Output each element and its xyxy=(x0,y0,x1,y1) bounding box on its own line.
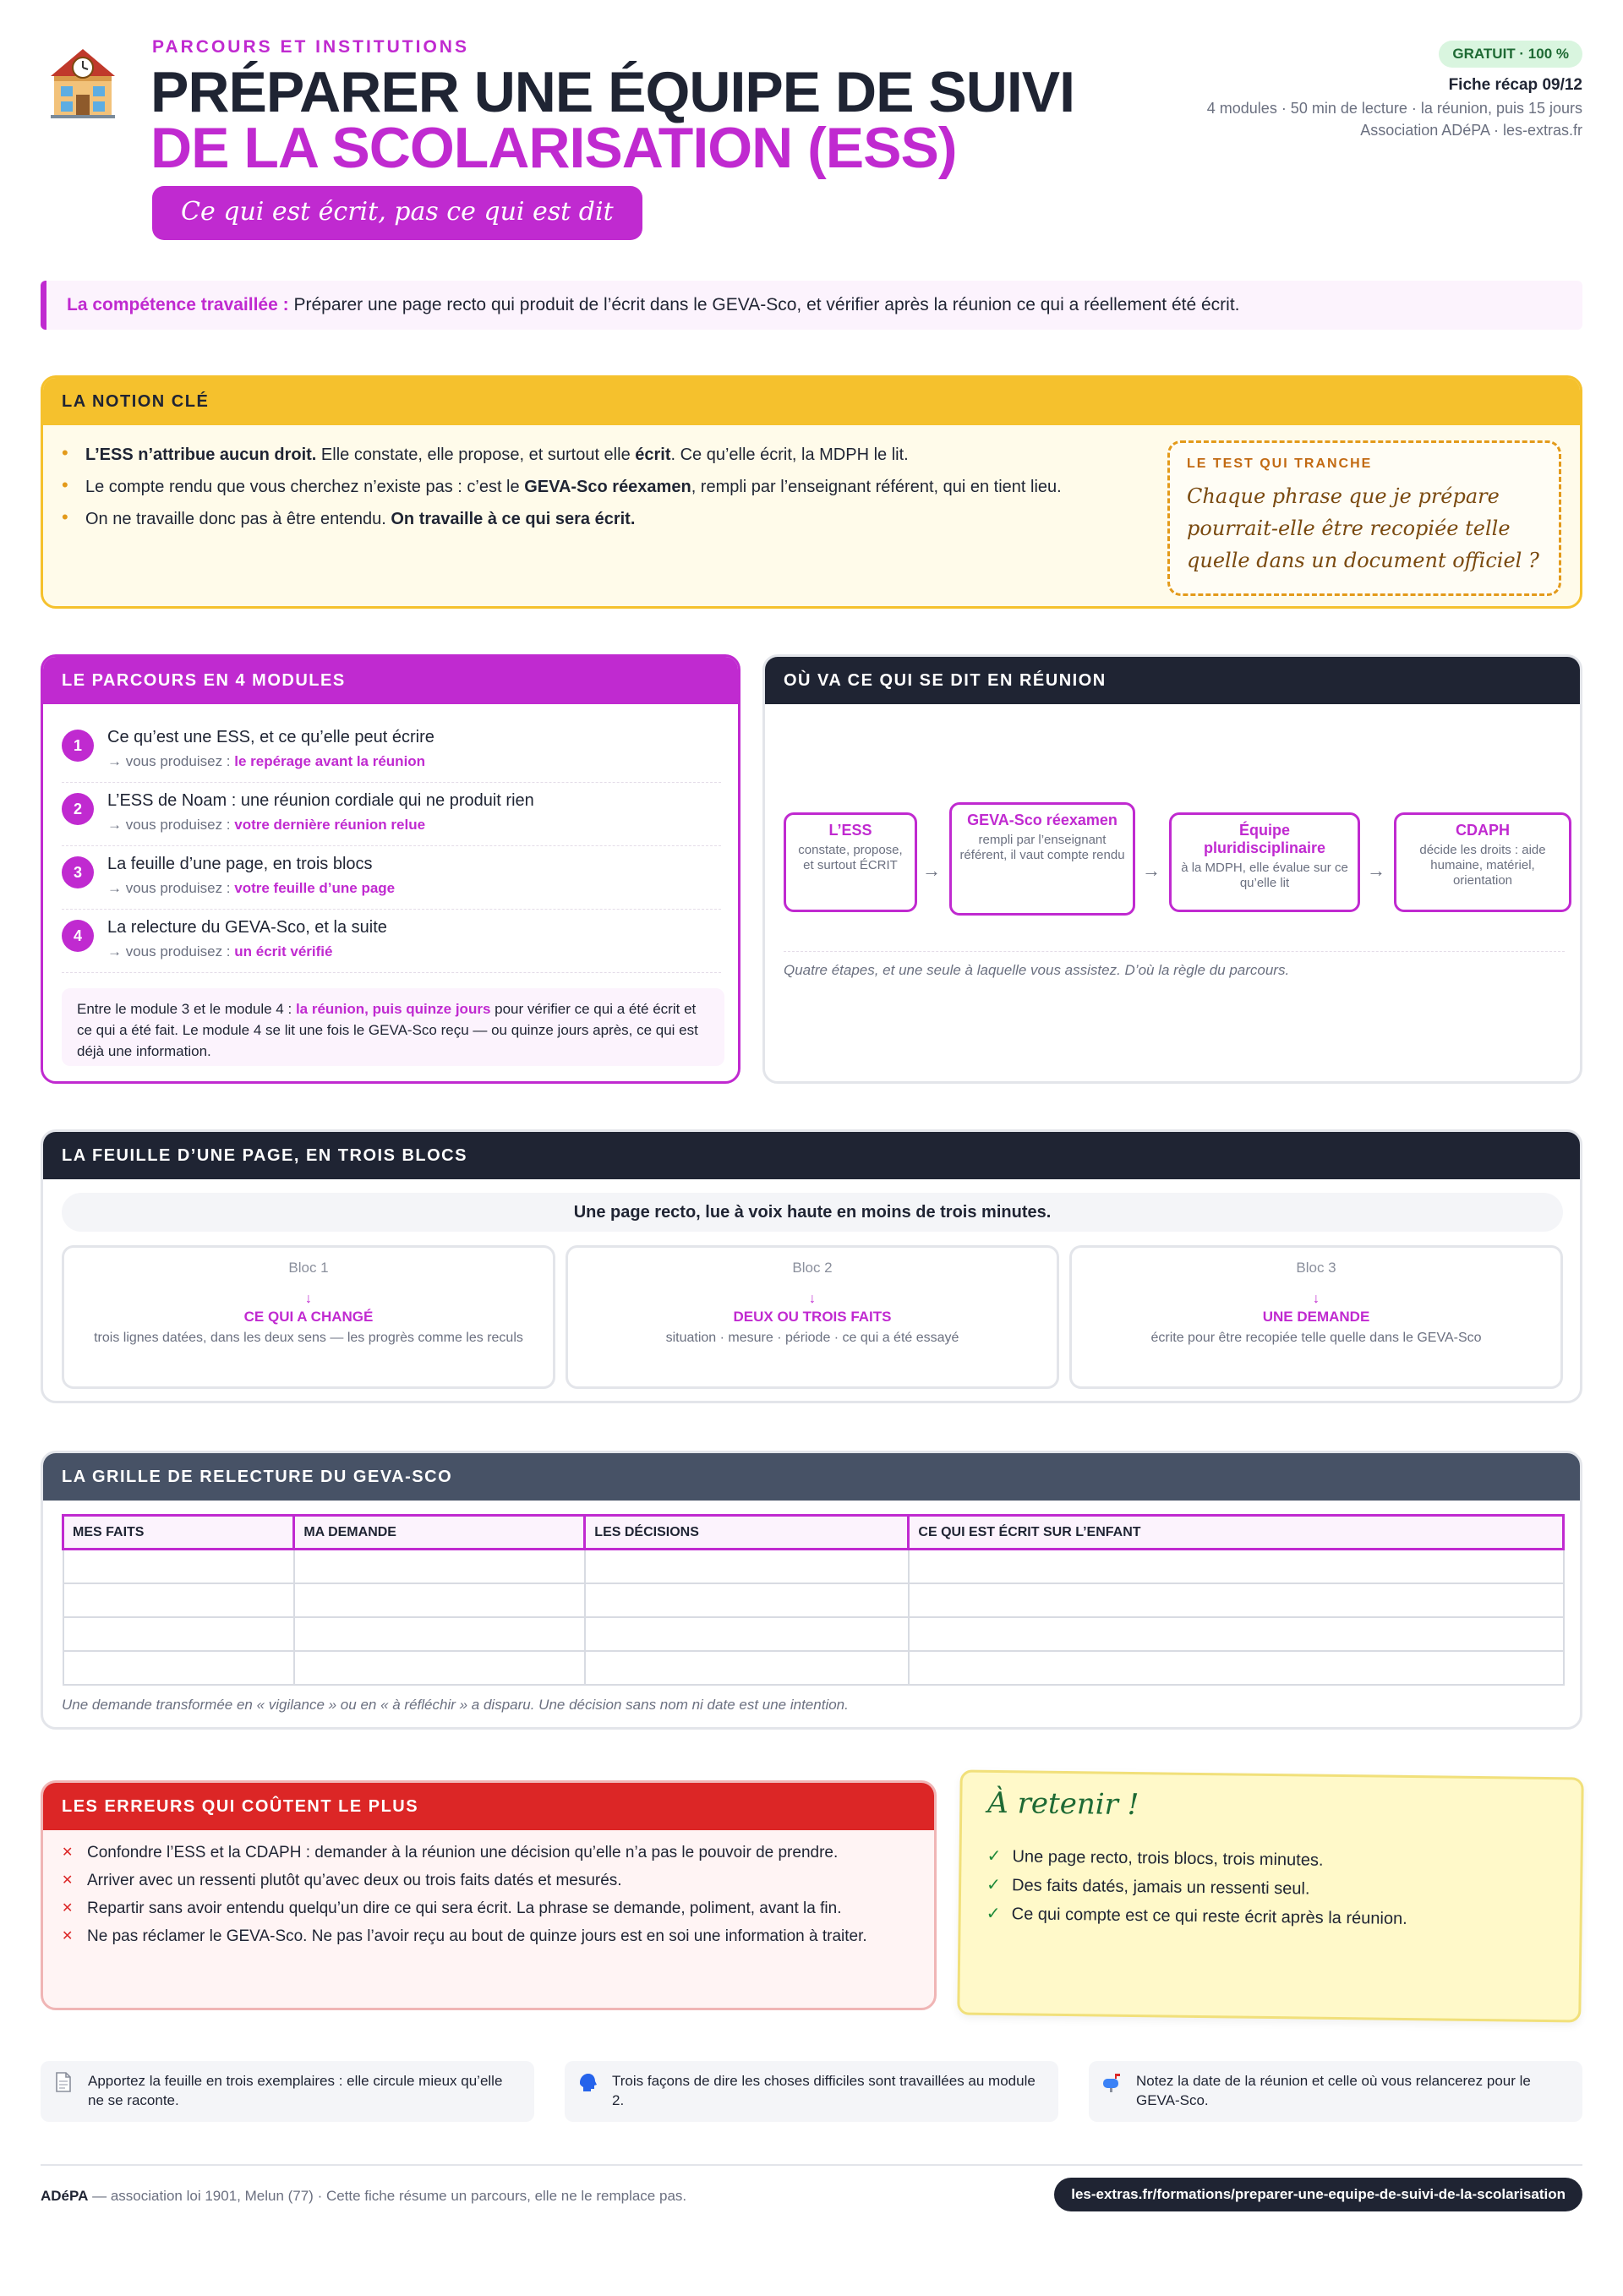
tip-text: Apportez la feuille en trois exemplaires : elle circule mieux qu’elle ne se raconte. xyxy=(88,2073,503,2108)
competence-text: Préparer une page recto qui produit de l’écrit dans le GEVA-Sco, et vérifier après la réunion ce qui a réellement été écrit. xyxy=(288,295,1240,314)
feuille-card xyxy=(41,1129,1582,1403)
flow-step-title: L’ESS xyxy=(828,822,872,839)
footer-credit xyxy=(41,2188,686,2205)
feuille-lead: Une page recto, lue à voix haute en moins de trois minutes. xyxy=(62,1193,1563,1232)
tip-card xyxy=(41,2061,534,2122)
output-value: un écrit vérifié xyxy=(234,943,333,959)
flow-step xyxy=(949,802,1135,916)
grid-cell[interactable] xyxy=(63,1583,294,1617)
grid-column-header: MES FAITS xyxy=(63,1516,294,1550)
grid-cell[interactable] xyxy=(63,1651,294,1685)
output-prefix: → vous produisez : xyxy=(107,880,235,896)
notion-heading: LA NOTION CLÉ xyxy=(43,378,1580,425)
grid-cell[interactable] xyxy=(294,1583,585,1617)
retenir-item: ✓ Ce qui compte est ce qui reste écrit après la réunion. xyxy=(986,1900,1407,1933)
competence-banner xyxy=(41,281,1582,330)
relecture-grid xyxy=(62,1514,1565,1686)
feuille-heading: LA FEUILLE D’UNE PAGE, EN TROIS BLOCS xyxy=(43,1132,1580,1179)
module-output xyxy=(107,817,425,834)
notion-strong: L’ESS n’attribue aucun droit. xyxy=(85,446,317,464)
meta-line: 4 modules · 50 min de lecture · la réunion, puis 15 jours xyxy=(1206,100,1582,117)
test-label: LE TEST QUI TRANCHE xyxy=(1187,456,1373,471)
notion-text: , rempli par l’enseignant référent, qui en tient lieu. xyxy=(691,478,1062,496)
ou-va-card xyxy=(762,654,1582,1084)
grid-column-header: CE QUI EST ÉCRIT SUR L’ENFANT xyxy=(909,1516,1564,1550)
grid-column-header: LES DÉCISIONS xyxy=(585,1516,909,1550)
grid-cell[interactable] xyxy=(63,1550,294,1583)
retenir-title: À retenir ! xyxy=(987,1785,1139,1823)
output-value: le repérage avant la réunion xyxy=(234,753,426,769)
notion-text: On ne travaille donc pas à être entendu. xyxy=(85,510,391,528)
grid-row xyxy=(63,1617,1564,1651)
module-list xyxy=(62,719,721,973)
grid-cell[interactable] xyxy=(909,1550,1564,1583)
grid-row xyxy=(63,1550,1564,1583)
sheet-label: Fiche récap 09/12 xyxy=(1448,76,1582,94)
erreurs-list xyxy=(62,1842,915,1954)
parcours-heading: LE PARCOURS EN 4 MODULES xyxy=(43,657,738,704)
bloc-label: Bloc 3 xyxy=(1296,1260,1336,1276)
org-line: Association ADéPA · les-extras.fr xyxy=(1360,122,1582,139)
output-prefix: → vous produisez : xyxy=(107,753,235,769)
grid-header-row xyxy=(63,1516,1564,1550)
flow-step xyxy=(1169,812,1360,912)
page-header xyxy=(41,34,1582,262)
school-building-icon xyxy=(42,42,123,123)
module-item xyxy=(62,719,721,783)
flow-step-sub: décide les droits : aide humaine, matériel, orientation xyxy=(1419,843,1546,888)
grid-row xyxy=(63,1583,1564,1617)
page-title-line2: DE LA SCOLARISATION (ESS) xyxy=(150,116,957,180)
notion-item xyxy=(62,503,1186,535)
flow-step-sub: constate, propose, et surtout ÉCRIT xyxy=(798,843,903,872)
notion-text: Elle constate, elle propose, et surtout elle xyxy=(316,446,636,464)
module-title: La feuille d’une page, en trois blocs xyxy=(107,855,373,873)
bloc-title: DEUX OU TROIS FAITS xyxy=(733,1309,892,1325)
bloc-label: Bloc 2 xyxy=(792,1260,833,1276)
footer-text: — association loi 1901, Melun (77) · Cette fiche résume un parcours, elle ne le remplace pas. xyxy=(88,2188,687,2204)
flow-step-title: GEVA-Sco réexamen xyxy=(967,812,1118,828)
module-item xyxy=(62,846,721,910)
note-text: pour vérifier ce qui a été écrit et ce qui a été fait. Le module 4 se lit une fois le GEVA-Sco reçu — ou quinze jours après, ce qui est déjà une information. xyxy=(77,1001,698,1059)
notion-text: . Ce qu’elle écrit, la MDPH le lit. xyxy=(670,446,909,464)
grid-cell[interactable] xyxy=(585,1651,909,1685)
output-prefix: → vous produisez : xyxy=(107,817,235,833)
tagline-pill: Ce qui est écrit, pas ce qui est dit xyxy=(152,186,642,240)
tip-card xyxy=(565,2061,1058,2122)
bloc-label: Bloc 1 xyxy=(288,1260,329,1276)
module-item xyxy=(62,783,721,846)
erreur-item: ✕ Arriver avec un ressenti plutôt qu’avec deux ou trois faits datés et mesurés. xyxy=(62,1870,915,1892)
ou-va-caption: Quatre étapes, et une seule à laquelle vous assistez. D’où la règle du parcours. xyxy=(784,951,1565,979)
retenir-item: ✓ Des faits datés, jamais un ressenti seul. xyxy=(986,1871,1407,1905)
flow-arrow: → xyxy=(1142,860,1161,881)
output-value: votre feuille d’une page xyxy=(234,880,396,896)
note-strong: la réunion, puis quinze jours xyxy=(295,1001,491,1017)
competence-label: La compétence travaillée : xyxy=(67,295,289,314)
module-output xyxy=(107,753,425,770)
bloc-desc: écrite pour être recopiée telle quelle dans le GEVA-Sco xyxy=(1150,1331,1482,1345)
kicker: PARCOURS ET INSTITUTIONS xyxy=(152,37,469,57)
grid-row xyxy=(63,1651,1564,1685)
module-number: 4 xyxy=(62,920,94,952)
module-title: Ce qu’est une ESS, et ce qu’elle peut écrire xyxy=(107,728,434,746)
bloc-desc: situation · mesure · période · ce qui a été essayé xyxy=(665,1331,959,1345)
retenir-list xyxy=(986,1842,1408,1933)
document-icon xyxy=(52,2071,74,2093)
output-prefix: → vous produisez : xyxy=(107,943,235,959)
erreurs-card xyxy=(41,1780,937,2010)
flow-step-title: Équipe pluridisciplinaire xyxy=(1203,822,1326,856)
notion-cle-card xyxy=(41,375,1582,609)
flow-step xyxy=(1394,812,1571,912)
flow-arrow: → xyxy=(922,860,941,881)
module-output xyxy=(107,943,332,960)
erreurs-heading: LES ERREURS QUI COÛTENT LE PLUS xyxy=(43,1783,934,1830)
tip-text: Trois façons de dire les choses difficiles sont travaillées au module 2. xyxy=(612,2073,1036,2108)
test-text: Chaque phrase que je prépare pourrait-elle être recopiée telle quelle dans un document officiel ? xyxy=(1187,484,1539,572)
bloc-title: UNE DEMANDE xyxy=(1262,1309,1370,1325)
grid-column-header: MA DEMANDE xyxy=(294,1516,585,1550)
a-retenir-note xyxy=(957,1770,1583,2023)
notion-strong: écrit xyxy=(635,446,671,464)
bloc-title: CE QUI A CHANGÉ xyxy=(243,1309,374,1325)
free-badge: GRATUIT · 100 % xyxy=(1439,41,1582,68)
parcours-note xyxy=(62,988,724,1066)
erreur-item: ✕ Repartir sans avoir entendu quelqu’un dire ce qui sera écrit. La phrase se demande, poliment, avant la fin. xyxy=(62,1898,915,1920)
grid-cell[interactable] xyxy=(294,1651,585,1685)
speaking-head-icon xyxy=(577,2071,598,2093)
bloc-card xyxy=(566,1245,1059,1389)
bloc-card xyxy=(1069,1245,1563,1389)
grid-cell[interactable] xyxy=(909,1617,1564,1651)
module-title: L’ESS de Noam : une réunion cordiale qui ne produit rien xyxy=(107,791,534,810)
module-number: 3 xyxy=(62,856,94,888)
footer-org: ADéPA xyxy=(41,2188,89,2204)
grid-cell[interactable] xyxy=(585,1583,909,1617)
grid-cell[interactable] xyxy=(294,1550,585,1583)
page-title-line1: PRÉPARER UNE ÉQUIPE DE SUIVI xyxy=(150,60,1074,124)
bloc-arrow: ↓ xyxy=(305,1292,312,1306)
grid-cell[interactable] xyxy=(63,1617,294,1651)
module-number: 1 xyxy=(62,730,94,762)
module-number: 2 xyxy=(62,793,94,825)
footer-divider xyxy=(41,2164,1582,2166)
bloc-arrow: ↓ xyxy=(809,1292,816,1306)
mailbox-icon xyxy=(1101,2071,1123,2093)
flow-step-sub: à la MDPH, elle évalue sur ce qu’elle lit xyxy=(1181,861,1348,890)
bloc-desc: trois lignes datées, dans les deux sens — les progrès comme les reculs xyxy=(94,1331,523,1345)
grid-cell[interactable] xyxy=(585,1617,909,1651)
flow-step xyxy=(784,812,917,912)
bloc-arrow: ↓ xyxy=(1313,1292,1320,1306)
flow-step-sub: rempli par l’enseignant référent, il vaut compte rendu xyxy=(959,833,1125,862)
bloc-card xyxy=(62,1245,555,1389)
ou-va-heading: OÙ VA CE QUI SE DIT EN RÉUNION xyxy=(765,657,1580,704)
notion-list xyxy=(62,439,1186,535)
tip-text: Notez la date de la réunion et celle où vous relancerez pour le GEVA-Sco. xyxy=(1136,2073,1531,2108)
parcours-card xyxy=(41,654,740,1084)
notion-item xyxy=(62,471,1186,503)
grid-cell[interactable] xyxy=(909,1583,1564,1617)
flow-arrow: → xyxy=(1367,860,1385,881)
grille-heading: LA GRILLE DE RELECTURE DU GEVA-SCO xyxy=(43,1453,1580,1501)
grille-card xyxy=(41,1451,1582,1730)
grid-cell[interactable] xyxy=(909,1651,1564,1685)
notion-item xyxy=(62,439,1186,471)
notion-strong: GEVA-Sco réexamen xyxy=(524,478,691,496)
retenir-item: ✓ Une page recto, trois blocs, trois minutes. xyxy=(986,1842,1407,1876)
erreur-item: ✕ Confondre l’ESS et la CDAPH : demander à la réunion une décision qu’elle n’a pas le pouvoir de prendre. xyxy=(62,1842,915,1864)
notion-text: Le compte rendu que vous cherchez n’existe pas : c’est le xyxy=(85,478,525,496)
module-title: La relecture du GEVA-Sco, et la suite xyxy=(107,918,387,937)
test-qui-tranche-box xyxy=(1167,440,1561,596)
footer-url-link[interactable]: les-extras.fr/formations/preparer-une-equipe-de-suivi-de-la-scolarisation xyxy=(1054,2178,1582,2211)
flow-step-title: CDAPH xyxy=(1455,822,1510,839)
notion-strong: On travaille à ce qui sera écrit. xyxy=(391,510,636,528)
erreur-item: ✕ Ne pas réclamer le GEVA-Sco. Ne pas l’avoir reçu au bout de quinze jours est en soi une information à traiter. xyxy=(62,1926,915,1948)
tip-card xyxy=(1089,2061,1582,2122)
note-text: Entre le module 3 et le module 4 : xyxy=(77,1001,296,1017)
grid-cell[interactable] xyxy=(294,1617,585,1651)
grid-cell[interactable] xyxy=(585,1550,909,1583)
output-value: votre dernière réunion relue xyxy=(234,817,426,833)
module-output xyxy=(107,880,395,897)
module-item xyxy=(62,910,721,973)
grille-caption: Une demande transformée en « vigilance » ou en « à réfléchir » a disparu. Une décision sans nom ni date est une intention. xyxy=(62,1697,849,1713)
